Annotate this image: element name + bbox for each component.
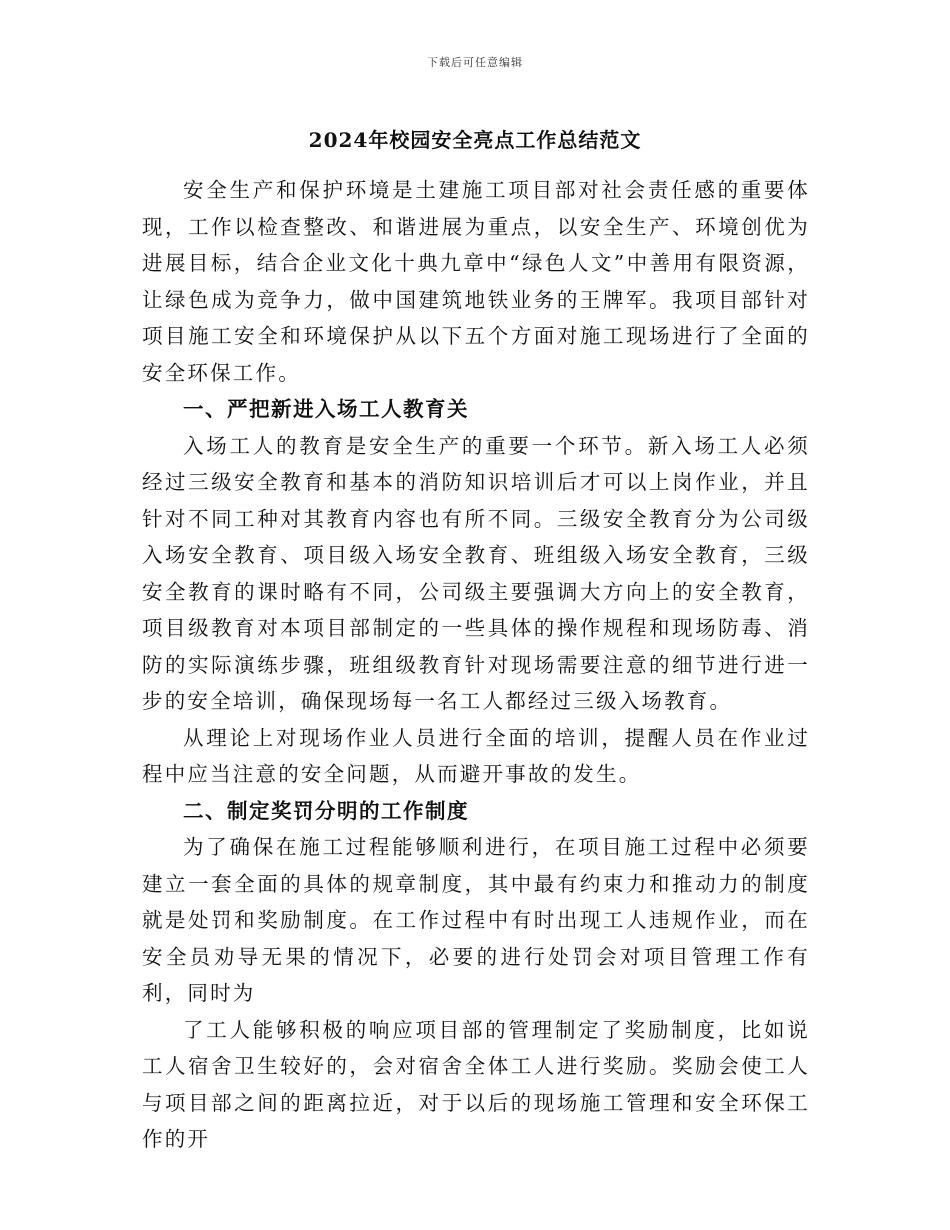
document-body (142, 172, 810, 1158)
section-2-paragraph: 为了确保在施工过程能够顺利进行，在项目施工过程中必须要建立一套全面的具体的规章制度，其中最有约束力和推动力的制度就是处罚和奖励制度。在工作过程中有时出现工人违规作业，而在安全员劝导无果的情况下，必要的进行处罚会对项目管理工作有利，同时为 (142, 835, 810, 1005)
intro-paragraph: 安全生产和保护环境是土建施工项目部对社会责任感的重要体现，工作以检查整改、和谐进展为重点，以安全生产、环境创优为进展目标，结合企业文化十典九章中“绿色人文”中善用有限资源，让绿色成为竞争力，做中国建筑地铁业务的王牌军。我项目部针对项目施工安全和环境保护从以下五个方面对施工现场进行了全面的安全环保工作。 (142, 178, 810, 385)
section-1-paragraph: 入场工人的教育是安全生产的重要一个环节。新入场工人必须经过三级安全教育和基本的消防知识培训后才可以上岗作业，并且针对不同工种对其教育内容也有所不同。三级安全教育分为公司级入场安全教育、项目级入场安全教育、班组级入场安全教育，三级安全教育的课时略有不同，公司级主要强调大方向上的安全教育，项目级教育对本项目部制定的一些具体的操作规程和现场防毒、消防的实际演练步骤，班组级教育针对现场需要注意的细节进行进一步的安全培训，确保现场每一名工人都经过三级入场教育。 (142, 433, 810, 713)
header-note: 下载后可任意编辑 (427, 56, 523, 69)
document-title: 2024年校园安全亮点工作总结范文 (308, 128, 642, 152)
section-heading-2: 二、制定奖罚分明的工作制度 (183, 798, 469, 823)
section-heading-1: 一、严把新进入场工人教育关 (183, 397, 469, 421)
section-2-paragraph-2: 了工人能够积极的响应项目部的管理制定了奖励制度，比如说工人宿舍卫生较好的，会对宿舍全体工人进行奖励。奖励会使工人与项目部之间的距离拉近，对于以后的现场施工管理和安全环保工作的开 (142, 1017, 810, 1151)
section-1-paragraph-2: 从理论上对现场作业人员进行全面的培训，提醒人员在作业过程中应当注意的安全问题，从而避开事故的发生。 (142, 725, 810, 786)
